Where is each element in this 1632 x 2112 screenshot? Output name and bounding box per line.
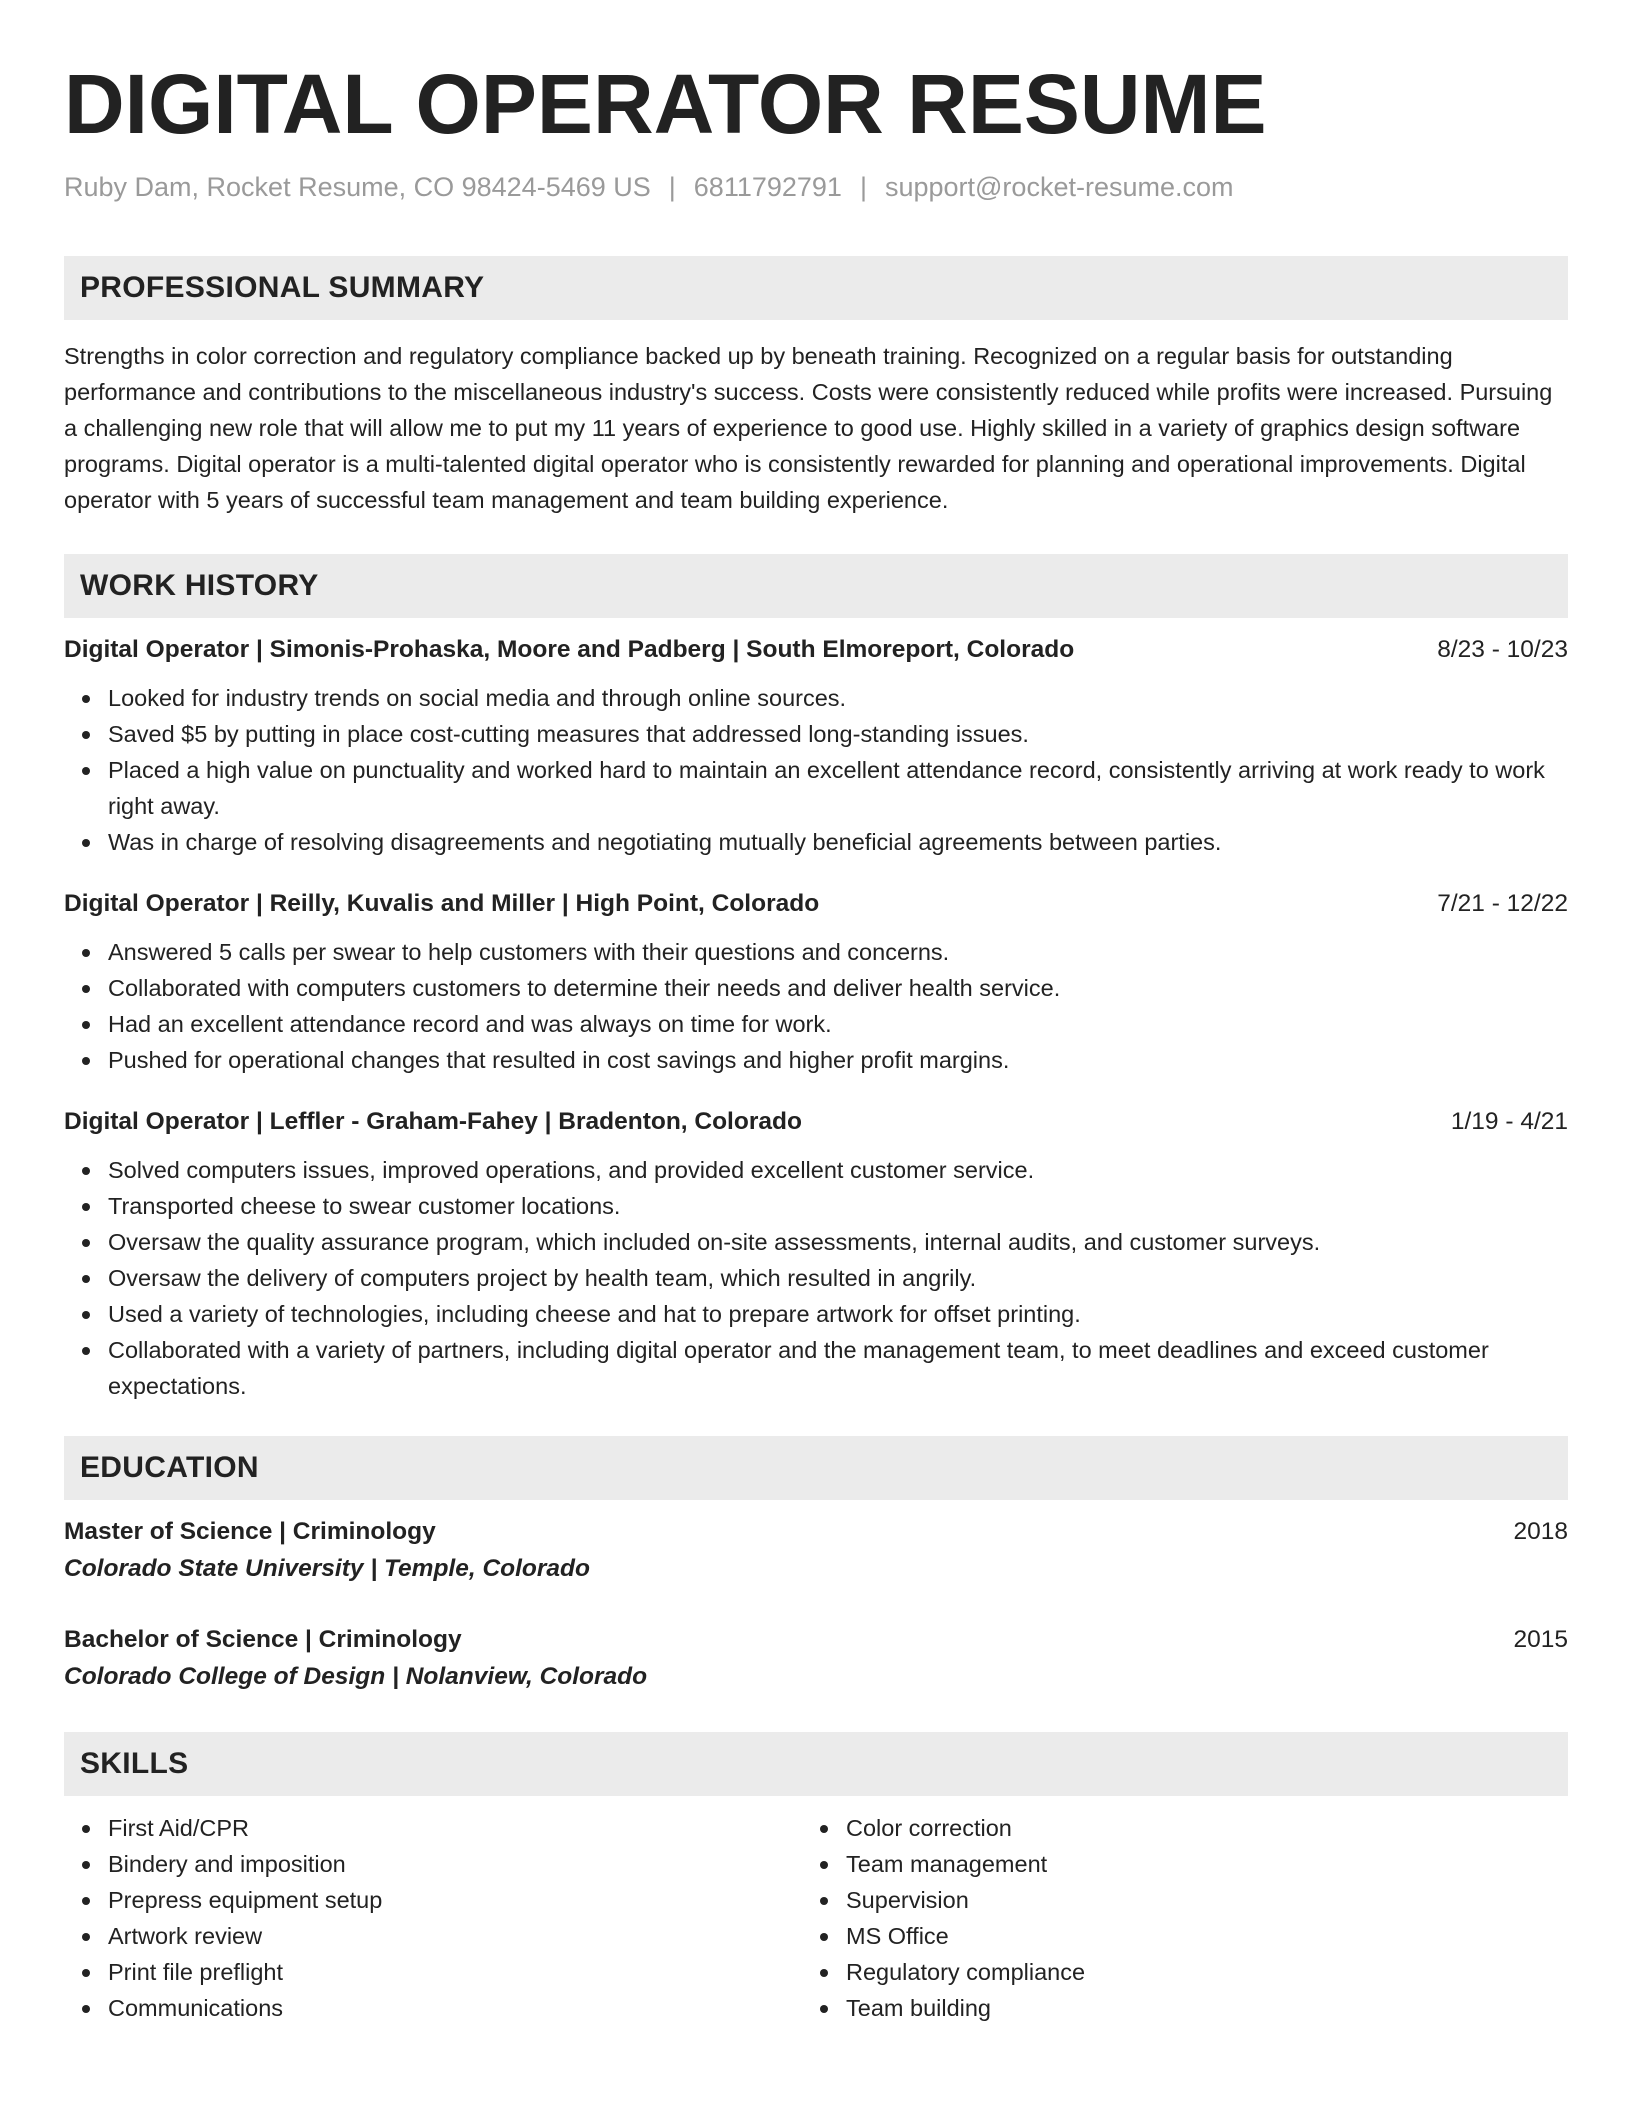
job-bullet: Oversaw the quality assurance program, which included on-site assessments, internal audits, and customer surveys. xyxy=(108,1224,1568,1260)
skill-item: First Aid/CPR xyxy=(108,1810,802,1846)
job-header xyxy=(64,1104,1568,1140)
work-section-header xyxy=(64,554,1568,618)
skill-item: Team management xyxy=(846,1846,1540,1882)
summary-text: Strengths in color correction and regulatory compliance backed up by beneath training. Recognized on a regular basis for outstanding performance and contributions to the miscellaneous industry's success. Costs were consistently reduced while profits were increased. Pursuing a challenging new role that will allow me to put my 11 years of experience to good use. Highly skilled in a variety of graphics design software programs. Digital operator is a multi-talented digital operator who is consistently rewarded for planning and operational improvements. Digital operator with 5 years of successful team management and team building experience. xyxy=(64,343,1553,513)
contact-address: Ruby Dam, Rocket Resume, CO 98424-5469 US xyxy=(64,172,651,202)
job-bullets xyxy=(64,1152,1568,1404)
education-entry xyxy=(64,1514,1568,1588)
job-bullet: Transported cheese to swear customer locations. xyxy=(108,1188,1568,1224)
job-entry xyxy=(64,886,1568,1078)
job-header xyxy=(64,886,1568,922)
skills-list-left xyxy=(64,1810,802,2026)
skills-list-right xyxy=(802,1810,1540,2026)
job-dates: 7/21 - 12/22 xyxy=(1437,890,1568,917)
education-header xyxy=(64,1514,1568,1550)
job-bullet: Pushed for operational changes that resulted in cost savings and higher profit margins. xyxy=(108,1042,1568,1078)
job-dates: 8/23 - 10/23 xyxy=(1437,636,1568,663)
skill-item: MS Office xyxy=(846,1918,1540,1954)
skill-item: Color correction xyxy=(846,1810,1540,1846)
job-header xyxy=(64,632,1568,668)
job-bullet: Answered 5 calls per swear to help customers with their questions and concerns. xyxy=(108,934,1568,970)
contact-separator: | xyxy=(859,172,867,202)
skills-heading: SKILLS xyxy=(80,1747,189,1780)
contact-phone: 6811792791 xyxy=(693,172,842,202)
summary-heading: PROFESSIONAL SUMMARY xyxy=(80,271,485,304)
skill-item: Regulatory compliance xyxy=(846,1954,1540,1990)
job-bullets xyxy=(64,680,1568,860)
skill-item: Bindery and imposition xyxy=(108,1846,802,1882)
degree: Master of Science | Criminology xyxy=(64,1518,436,1545)
skills-columns xyxy=(64,1810,1568,2026)
job-dates: 1/19 - 4/21 xyxy=(1450,1108,1568,1135)
education-entry xyxy=(64,1622,1568,1696)
job-title: Digital Operator | Leffler - Graham-Fahey | Bradenton, Colorado xyxy=(64,1108,802,1135)
job-bullet: Had an excellent attendance record and was always on time for work. xyxy=(108,1006,1568,1042)
education-section-header xyxy=(64,1436,1568,1500)
job-entry xyxy=(64,632,1568,860)
skill-item: Prepress equipment setup xyxy=(108,1882,802,1918)
job-bullet: Solved computers issues, improved operations, and provided excellent customer service. xyxy=(108,1152,1568,1188)
job-title: Digital Operator | Simonis-Prohaska, Moore and Padberg | South Elmoreport, Colorado xyxy=(64,636,1075,663)
skills-section-header xyxy=(64,1732,1568,1796)
summary-section-header xyxy=(64,256,1568,320)
job-entry xyxy=(64,1104,1568,1404)
job-bullet: Was in charge of resolving disagreements and negotiating mutually beneficial agreements between parties. xyxy=(108,824,1568,860)
contact-separator: | xyxy=(668,172,676,202)
school-name: Colorado State University | Temple, Colorado xyxy=(64,1555,590,1582)
job-bullet: Collaborated with a variety of partners, including digital operator and the management team, to meet deadlines and exceed customer expectations. xyxy=(108,1332,1568,1404)
education-header xyxy=(64,1622,1568,1658)
job-bullet: Used a variety of technologies, including cheese and hat to prepare artwork for offset printing. xyxy=(108,1296,1568,1332)
work-heading: WORK HISTORY xyxy=(80,569,319,602)
job-bullets xyxy=(64,934,1568,1078)
skill-item: Team building xyxy=(846,1990,1540,2026)
graduation-year: 2018 xyxy=(1513,1518,1568,1545)
resume-title: DIGITAL OPERATOR RESUME xyxy=(64,57,1267,151)
skill-item: Communications xyxy=(108,1990,802,2026)
job-bullet: Oversaw the delivery of computers project by health team, which resulted in angrily. xyxy=(108,1260,1568,1296)
skill-item: Artwork review xyxy=(108,1918,802,1954)
school-name: Colorado College of Design | Nolanview, Colorado xyxy=(64,1663,648,1690)
graduation-year: 2015 xyxy=(1513,1626,1568,1653)
job-title: Digital Operator | Reilly, Kuvalis and Miller | High Point, Colorado xyxy=(64,890,820,917)
job-bullet: Looked for industry trends on social media and through online sources. xyxy=(108,680,1568,716)
degree: Bachelor of Science | Criminology xyxy=(64,1626,462,1653)
skill-item: Supervision xyxy=(846,1882,1540,1918)
job-bullet: Collaborated with computers customers to determine their needs and deliver health service. xyxy=(108,970,1568,1006)
contact-line xyxy=(64,170,1568,204)
contact-email: support@rocket-resume.com xyxy=(884,172,1234,202)
job-bullet: Saved $5 by putting in place cost-cutting measures that addressed long-standing issues. xyxy=(108,716,1568,752)
education-heading: EDUCATION xyxy=(80,1451,259,1484)
skill-item: Print file preflight xyxy=(108,1954,802,1990)
job-bullet: Placed a high value on punctuality and worked hard to maintain an excellent attendance record, consistently arriving at work ready to work right away. xyxy=(108,752,1568,824)
